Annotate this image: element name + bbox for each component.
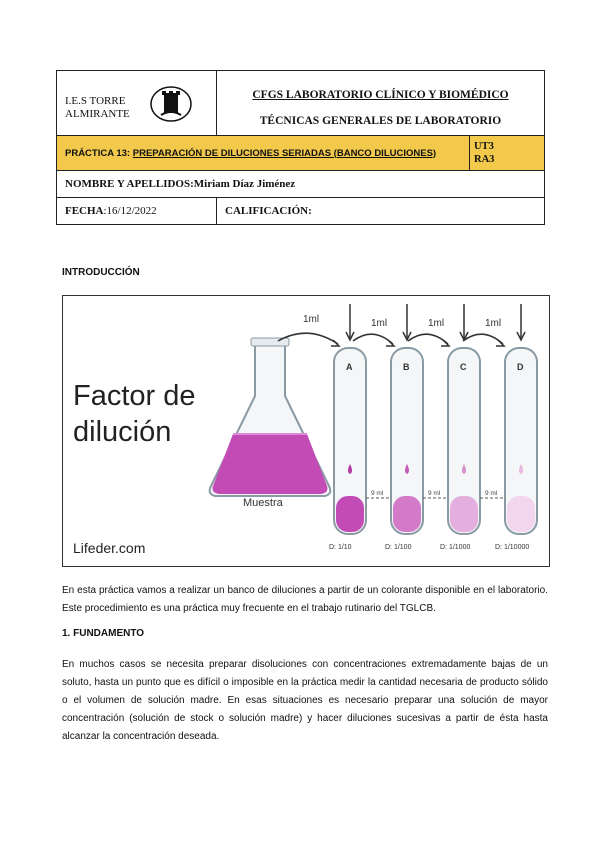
- school-name-line1: I.E.S TORRE: [65, 95, 126, 107]
- school-name-line2: ALMIRANTE: [65, 108, 130, 120]
- dilution-diagram: [63, 296, 549, 566]
- dilution-figure: [62, 295, 550, 567]
- tube-dilution-a: D: 1/10: [329, 544, 352, 551]
- school-cell: [57, 71, 217, 136]
- transfer-arrows: [278, 333, 504, 346]
- test-tube-a: [329, 348, 366, 551]
- volume-label-3: 9 ml: [485, 490, 498, 497]
- program-title: CFGS LABORATORIO CLÍNICO Y BIOMÉDICO: [252, 89, 509, 101]
- flask-icon: [210, 338, 331, 496]
- intro-paragraph: En esta práctica vamos a realizar un banco de diluciones a partir de un colorante disponible en el laboratorio. Este procedimiento es una práctica muy frecuente en el trabajo rutinario del TGLCB.: [62, 585, 548, 614]
- figure-watermark: Lifeder.com: [73, 540, 146, 556]
- test-tube-b: [385, 348, 423, 551]
- figure-title-line2: dilución: [73, 416, 172, 448]
- tube-dilution-d: D: 1/10000: [495, 544, 530, 551]
- transfer-label-4: 1ml: [485, 318, 502, 329]
- grade-cell: [217, 198, 545, 225]
- transfer-label-1: 1ml: [303, 314, 320, 325]
- practice-title: PREPARACIÓN DE DILUCIONES SERIADAS (BANCO DILUCIONES): [132, 147, 437, 159]
- fundamento-paragraph: En muchos casos se necesita preparar disoluciones con concentraciones extremadamente bajas de un soluto, hasta un punto que es difícil o imposible en la práctica medir la cantidad necesaria de producto sólido o el volumen de solución madre. En esas situaciones es necesario preparar una solución de mayor concentración (solución de stock o solución madre) y hacer diluciones sucesivas a partir de ésta hasta alcanzar la concentración deseada.: [62, 659, 548, 742]
- module-title: TÉCNICAS GENERALES DE LABORATORIO: [259, 115, 502, 127]
- practice-prefix: PRÁCTICA 13:: [65, 147, 133, 159]
- date-cell: [57, 198, 217, 225]
- practice-cell: [57, 136, 470, 171]
- volume-label-1: 9 ml: [371, 490, 384, 497]
- date-label: FECHA: [65, 205, 104, 217]
- date-value: :16/12/2022: [103, 205, 157, 217]
- name-value: Miriam Díaz Jiménez: [193, 178, 296, 190]
- unit-label: UT3: [474, 141, 494, 152]
- test-tube-c: [440, 348, 480, 551]
- transfer-label-2: 1ml: [371, 318, 388, 329]
- intro-heading: INTRODUCCIÓN: [62, 267, 140, 278]
- figure-title-line1: Factor de: [73, 380, 196, 412]
- section-heading-fundamento: 1. FUNDAMENTO: [62, 628, 145, 639]
- name-cell: [57, 171, 545, 198]
- program-title-cell: [217, 71, 545, 136]
- name-label: NOMBRE Y APELLIDOS:: [65, 178, 194, 190]
- unit-cell: [470, 136, 545, 171]
- header-table: [56, 70, 545, 225]
- tube-dilution-b: D: 1/100: [385, 544, 412, 551]
- volume-label-2: 9 ml: [428, 490, 441, 497]
- sample-label: Muestra: [243, 497, 283, 510]
- test-tube-d: [495, 348, 537, 551]
- school-seal-icon: [149, 85, 193, 123]
- tube-letter-b: B: [403, 362, 410, 372]
- tube-letter-a: A: [346, 362, 353, 372]
- tube-letter-c: C: [460, 362, 467, 372]
- tube-dilution-c: D: 1/1000: [440, 544, 471, 551]
- transfer-label-3: 1ml: [428, 318, 445, 329]
- grade-label: CALIFICACIÓN:: [225, 205, 312, 217]
- ra-label: RA3: [474, 154, 495, 165]
- tube-letter-d: D: [517, 362, 524, 372]
